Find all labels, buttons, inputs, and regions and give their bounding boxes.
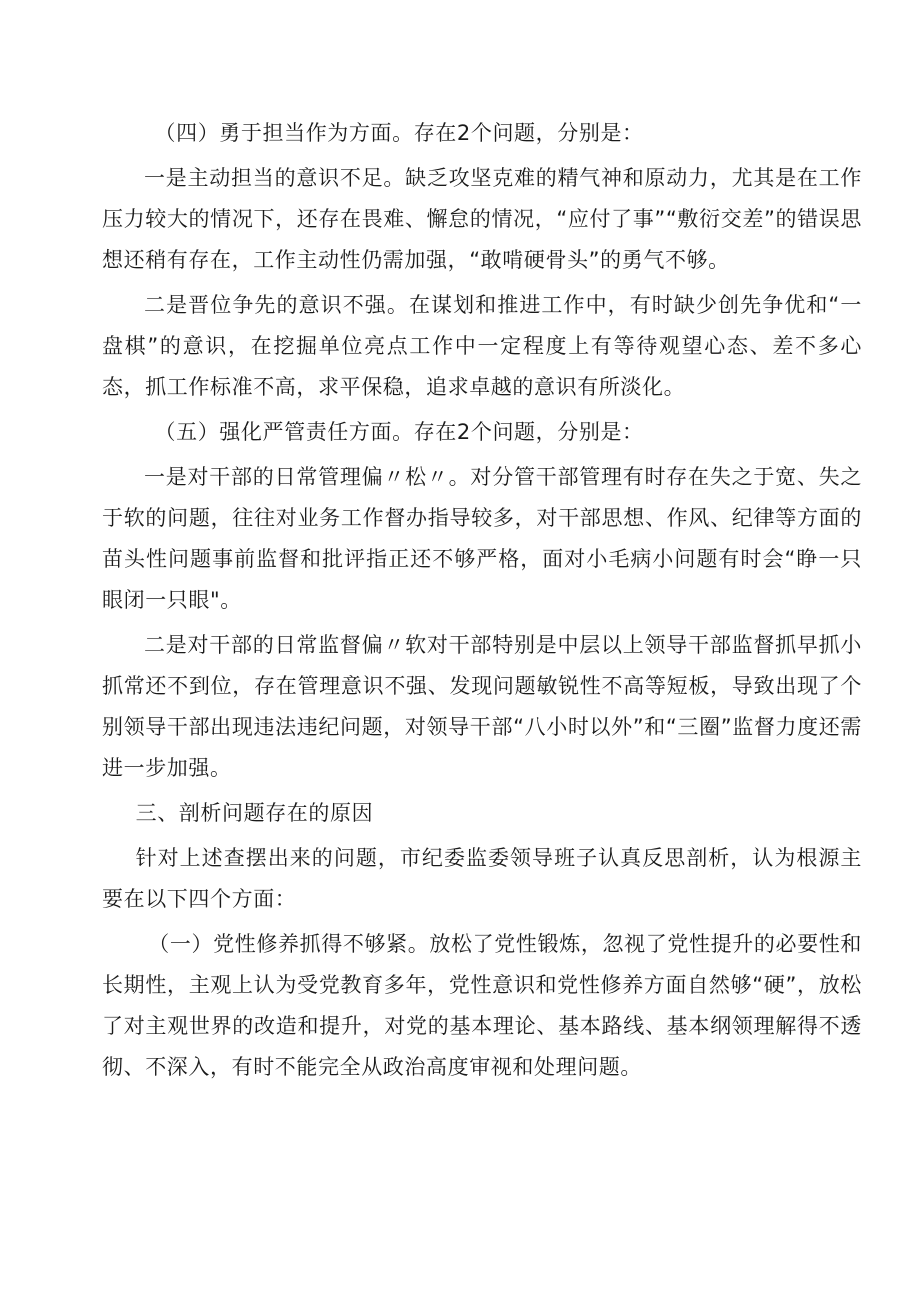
- section-heading-three: 三、剖析问题存在的原因: [135, 801, 374, 825]
- subheading-four: （四）勇于担当作为方面。存在2个问题，分别是：: [154, 121, 644, 145]
- paragraph: （一）党性修养抓得不够紧。放松了党性锻炼，忽视了党性提升的必要性和长期性，主观上认为受党教育多年，党性意识和党性修养方面自然够“硬”，放松了对主观世界的改造和提升，对党的基本理论、基本路线、基本纲领理解得不透彻、不深入，有时不能完全从政治高度审视和处理问题。: [102, 932, 862, 1079]
- paragraph: 针对上述查摆出来的问题，市纪委监委领导班子认真反思剖析，认为根源主要在以下四个方面：: [102, 846, 862, 911]
- paragraph: 一是主动担当的意识不足。缺乏攻坚克难的精气神和原动力，尤其是在工作压力较大的情况下，还存在畏难、懈怠的情况，“应付了事”“敷衍交差”的错误思想还稍有存在，工作主动性仍需加强，“敢啃硬骨头”的勇气不够。: [102, 166, 862, 272]
- subheading-five: （五）强化严管责任方面。存在2个问题，分别是：: [154, 420, 644, 444]
- paragraph: 一是对干部的日常管理偏〃松〃。对分管干部管理有时存在失之于宽、失之于软的问题，往往对业务工作督办指导较多，对干部思想、作风、纪律等方面的苗头性问题事前监督和批评指正还不够严格，面对小毛病小问题有时会“睁一只眼闭一只眼"。: [102, 465, 862, 612]
- paragraph: 二是对干部的日常监督偏〃软对干部特别是中层以上领导干部监督抓早抓小抓常还不到位，存在管理意识不强、发现问题敏锐性不高等短板，导致出现了个别领导干部出现违法违纪问题，对领导干部“八小时以外”和“三圈”监督力度还需进一步加强。: [102, 633, 862, 780]
- document-body: [0, 113, 920, 1088]
- paragraph: 二是晋位争先的意识不强。在谋划和推进工作中，有时缺少创先争优和“一盘棋”的意识，在挖掘单位亮点工作中一定程度上有等待观望心态、差不多心态，抓工作标准不高，求平保稳，追求卓越的意识有所淡化。: [102, 293, 862, 399]
